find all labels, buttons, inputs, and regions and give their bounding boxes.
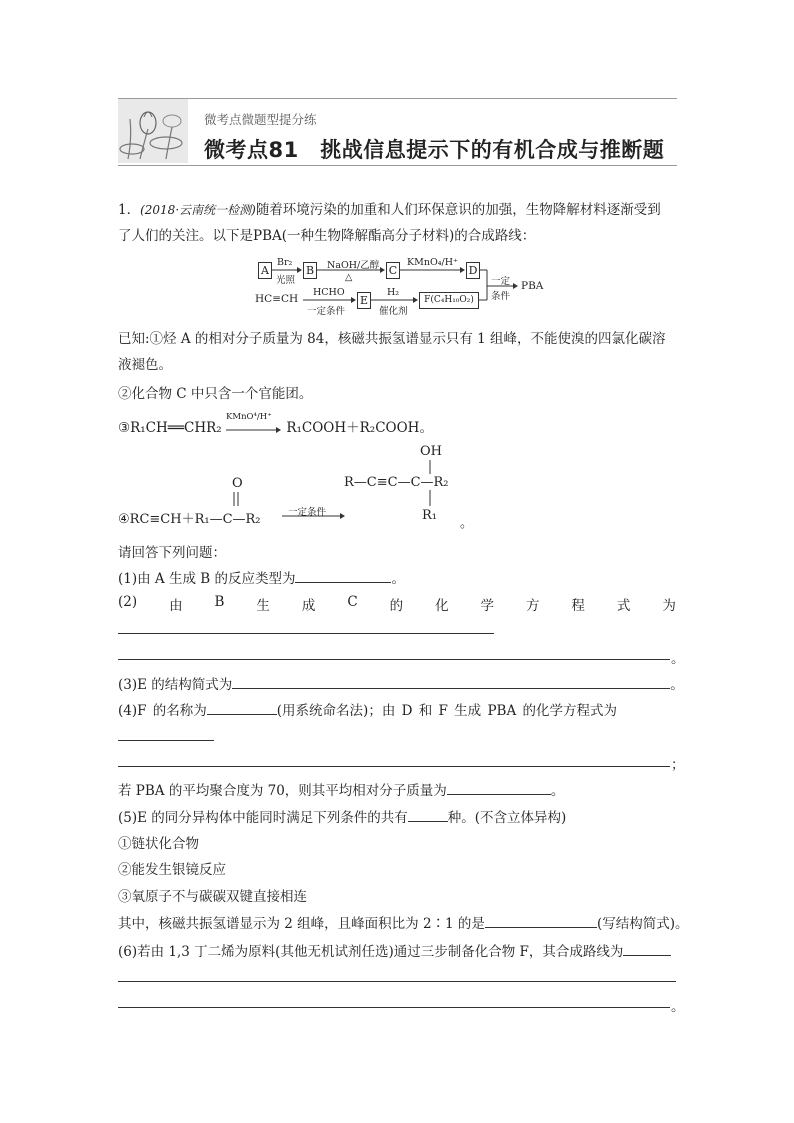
q5-condition-2: ②能发生银镜反应 — [118, 862, 226, 878]
q1-text: (1)由 A 生成 B 的反应类型为 — [118, 571, 296, 587]
q5-tail — [118, 912, 688, 932]
q4b-answer-blank[interactable] — [447, 782, 551, 795]
header-subtitle: 微考点微题型提分练 — [204, 112, 317, 127]
q4-name-blank[interactable] — [207, 702, 277, 715]
q5-condition-3: ③氧原子不与碳碳双键直接相连 — [118, 889, 307, 905]
q2-line — [118, 594, 676, 614]
known-2: ②化合物 C 中只含一个官能团。 — [118, 386, 313, 402]
known-4-end: 。 — [460, 516, 474, 531]
q6-answer-blank[interactable] — [623, 943, 671, 956]
product-hydroxyl: OH — [420, 444, 442, 459]
q2-char: (2) — [118, 594, 138, 610]
merge-condition-top: 一定 — [491, 276, 511, 287]
q4b — [118, 779, 564, 799]
intro-line-1: 随着环境污染的加重和人们环保意识的加强，生物降解材料逐渐受到 — [255, 202, 661, 218]
q2-end: 。 — [671, 651, 685, 667]
known-4-condition: 一定条件 — [288, 507, 327, 518]
q1-end: 。 — [391, 571, 405, 587]
known-3-products: R₁COOH＋R₂COOH。 — [286, 420, 433, 436]
known-4-reactants: ④RC≡CH＋R₁—C—R₂ — [118, 512, 261, 527]
q6-answer-line-2[interactable] — [118, 1007, 670, 1008]
known-4-product: R—C≡C—C—R₂ — [344, 475, 449, 490]
q4-answer-line-2[interactable] — [118, 766, 670, 767]
known-3-arrow — [226, 411, 282, 436]
q2-char: 化 — [435, 598, 449, 614]
q4-end: ； — [671, 757, 685, 773]
q6-end: 。 — [671, 999, 685, 1015]
q2-answer-line-2[interactable] — [118, 659, 670, 660]
known-1b: 液褪色。 — [118, 357, 172, 373]
question-intro — [118, 198, 661, 218]
step5-reagent: H₂ — [387, 287, 400, 298]
q6-answer-line-1[interactable] — [118, 981, 676, 982]
q2-answer-line-1[interactable] — [118, 633, 494, 634]
q2-char: 由 — [169, 598, 183, 614]
q1-answer-blank[interactable] — [295, 570, 391, 583]
question-number: 1． — [118, 202, 141, 218]
q4-answer-line-1[interactable] — [118, 740, 214, 741]
known-3-reactant: ③R₁CH══CHR₂ — [118, 420, 222, 436]
q5-structure-blank[interactable] — [485, 915, 597, 928]
q2-char: C — [347, 594, 358, 610]
q4-text: (4)F 的名称为 — [118, 703, 207, 719]
question-source: (2018·云南统一检测) — [140, 203, 256, 217]
q2-char: 程 — [571, 598, 585, 614]
q5-answer-blank[interactable] — [408, 809, 448, 822]
carbonyl-oxygen: O — [232, 476, 243, 491]
compound-e-box: E — [357, 292, 371, 309]
q2-char: B — [214, 594, 225, 610]
compound-b-box: B — [303, 262, 317, 279]
page-title: 微考点81 挑战信息提示下的有机合成与推断题 — [204, 138, 665, 162]
step3-reagent: KMnO₄/H⁺ — [407, 257, 459, 268]
q5-tail-text: 其中，核磁共振氢谱显示为 2 组峰，且峰面积比为 2∶1 的是 — [118, 916, 485, 932]
known-3 — [118, 411, 433, 436]
q2-char: 为 — [662, 598, 676, 614]
q5-tail-end: (写结构简式)。 — [596, 916, 689, 932]
q2-char: 成 — [301, 598, 316, 614]
known-3-condition: KMnO⁴/H⁺ — [226, 411, 272, 422]
q2-char: 方 — [525, 598, 540, 614]
step2-reagent: NaOH/乙醇 — [327, 260, 380, 271]
step5-condition: 催化剂 — [379, 306, 408, 317]
intro-line-2: 了人们的关注。以下是PBA(一种生物降解酯高分子材料)的合成路线： — [118, 228, 536, 244]
step1-reagent: Br₂ — [277, 257, 293, 268]
lotus-logo — [118, 99, 188, 163]
step1-condition: 光照 — [276, 275, 296, 286]
prompt: 请回答下列问题： — [118, 545, 226, 561]
product-pba: PBA — [521, 280, 544, 292]
compound-f-box: F(C₄H₁₀O₂) — [419, 292, 479, 309]
q3-end: 。 — [670, 677, 684, 693]
acetylene-label: HC≡CH — [255, 293, 299, 305]
step2-condition: △ — [345, 272, 353, 283]
merge-condition-bottom: 条件 — [491, 291, 511, 302]
product-r1: R₁ — [422, 508, 437, 523]
q2-char: 式 — [616, 598, 631, 614]
q4b-end: 。 — [550, 783, 565, 799]
q5-end: 种。(不含立体异构) — [447, 810, 567, 826]
compound-d-box: D — [466, 262, 480, 279]
q3-text: (3)E 的结构简式为 — [118, 677, 233, 693]
q5-condition-1: ①链状化合物 — [118, 836, 199, 852]
q4 — [118, 699, 617, 719]
synthesis-route — [255, 256, 555, 318]
compound-c-box: C — [386, 262, 400, 279]
q2-char: 学 — [480, 598, 495, 614]
q3 — [118, 673, 684, 693]
q6 — [118, 940, 671, 960]
known-4 — [118, 442, 478, 532]
q6-text: (6)若由 1,3 丁二烯为原料(其他无机试剂任选)通过三步制备化合物 F，其合成路线为 — [118, 944, 624, 960]
q2-char: 生 — [256, 598, 270, 614]
q1 — [118, 567, 405, 587]
q4-mid: (用系统命名法)；由 D 和 F 生成 PBA 的化学方程式为 — [276, 703, 618, 719]
known-1a: 已知:①烃 A 的相对分子质量为 84，核磁共振氢谱显示只有 1 组峰，不能使溴的四氯化碳溶 — [118, 331, 666, 347]
q2-char: 的 — [389, 598, 404, 614]
q5-text: (5)E 的同分异构体中能同时满足下列条件的共有 — [118, 810, 408, 826]
q3-answer-blank[interactable] — [232, 676, 670, 689]
step4-condition: 一定条件 — [307, 306, 346, 317]
step4-reagent: HCHO — [313, 287, 345, 298]
compound-a-box: A — [258, 262, 272, 279]
q5 — [118, 806, 566, 826]
q4b-text: 若 PBA 的平均聚合度为 70，则其平均相对分子质量为 — [118, 783, 447, 799]
